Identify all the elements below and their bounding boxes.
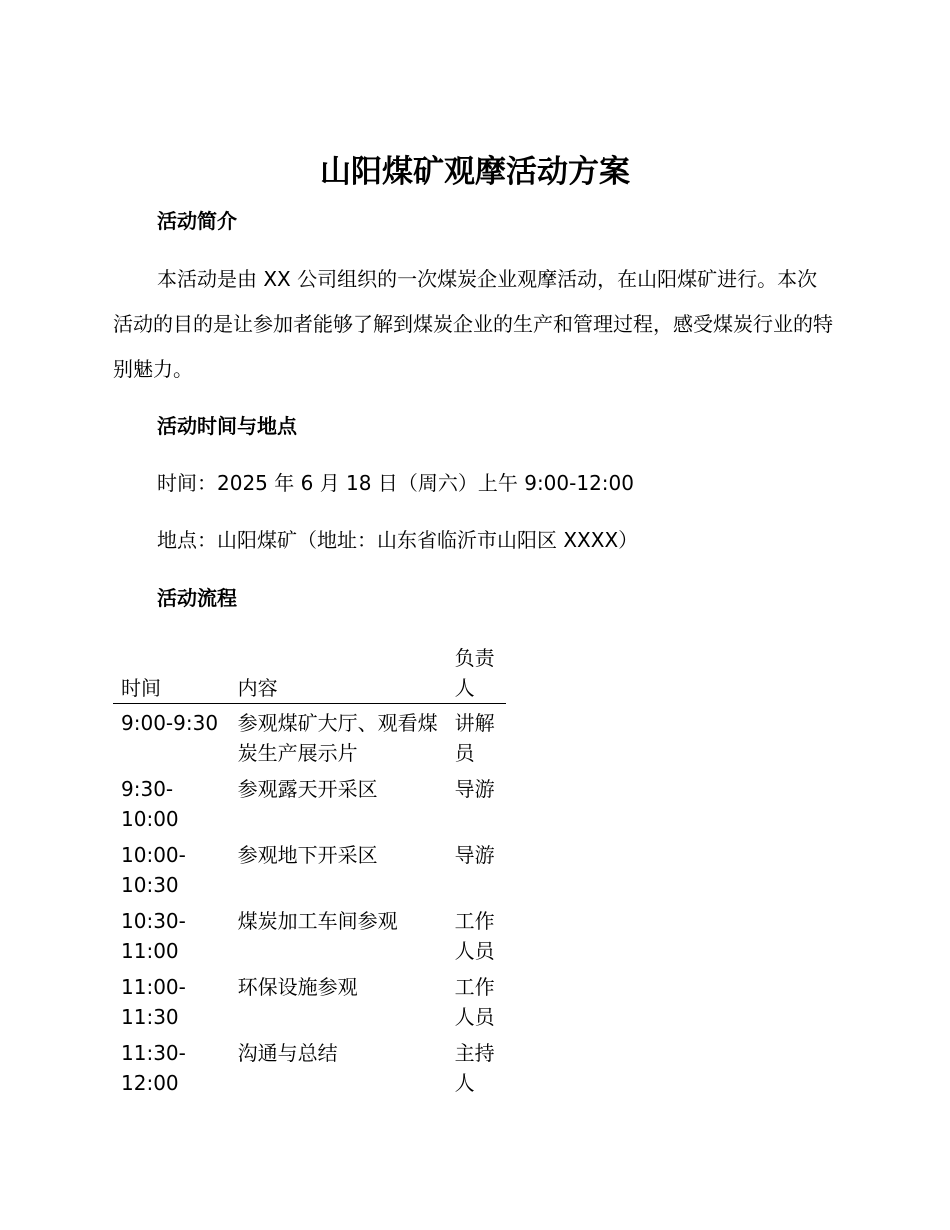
cell-owner: 工作人员 <box>454 909 495 963</box>
cell-owner: 导游 <box>454 843 495 867</box>
table-row <box>113 770 506 836</box>
section-heading-intro: 活动简介 <box>157 209 237 233</box>
cell-content: 参观露天开采区 <box>237 777 378 801</box>
time-value: 2025 年 6 月 18 日（周六）上午 9:00-12:00 <box>217 471 634 495</box>
table-row <box>113 1034 506 1100</box>
header-content: 内容 <box>230 643 447 704</box>
table-row <box>113 836 506 902</box>
section-heading-process: 活动流程 <box>157 586 237 610</box>
cell-content: 参观地下开采区 <box>237 843 378 867</box>
cell-time: 9:00-9:30 <box>121 711 219 735</box>
cell-owner: 导游 <box>454 777 495 801</box>
place-value: 山阳煤矿（地址：山东省临沂市山阳区 XXXX） <box>217 528 639 552</box>
table-row <box>113 902 506 968</box>
document-title: 山阳煤矿观摩活动方案 <box>320 154 630 190</box>
schedule-table <box>113 643 506 1100</box>
cell-content: 沟通与总结 <box>237 1041 338 1065</box>
place-line <box>157 526 638 554</box>
header-time: 时间 <box>113 643 230 704</box>
cell-time: 10:30-11:00 <box>121 909 186 963</box>
time-label: 时间： <box>157 471 217 495</box>
cell-owner: 主持人 <box>454 1041 495 1095</box>
intro-paragraph: 本活动是由 XX 公司组织的一次煤炭企业观摩活动，在山阳煤矿进行。本次活动的目的是让参加者能够了解到煤炭企业的生产和管理过程，感受煤炭行业的特别魅力。 <box>113 267 833 381</box>
cell-time: 11:30-12:00 <box>121 1041 186 1095</box>
header-owner: 负责人 <box>447 643 506 704</box>
cell-owner: 讲解员 <box>454 711 495 765</box>
table-row <box>113 968 506 1034</box>
cell-owner: 工作人员 <box>454 975 495 1029</box>
cell-time: 11:00-11:30 <box>121 975 186 1029</box>
cell-time: 9:30-10:00 <box>121 777 179 831</box>
cell-content: 煤炭加工车间参观 <box>237 909 398 933</box>
cell-time: 10:00-10:30 <box>121 843 186 897</box>
table-header-row <box>113 643 506 704</box>
table-row <box>113 704 506 771</box>
cell-content: 参观煤矿大厅、观看煤炭生产展示片 <box>237 711 438 765</box>
cell-content: 环保设施参观 <box>237 975 358 999</box>
place-label: 地点： <box>157 528 217 552</box>
time-line <box>157 469 634 497</box>
section-heading-time-place: 活动时间与地点 <box>157 414 297 438</box>
